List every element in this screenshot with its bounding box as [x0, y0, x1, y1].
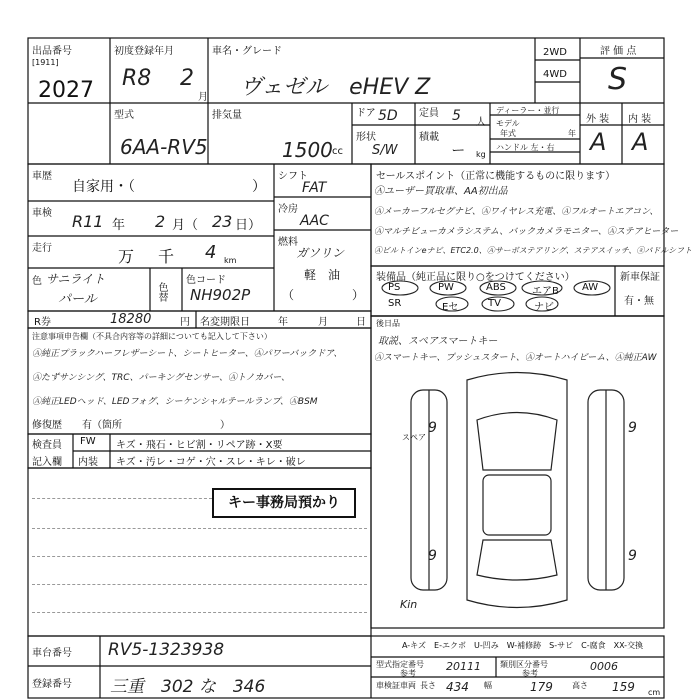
inspection-month: 2: [155, 212, 166, 231]
usage-type-value: 自家用・（: [72, 179, 135, 195]
shift-label: シフト: [278, 171, 308, 182]
color-code-value: NH902P: [190, 286, 251, 304]
transfer-year-unit: 年: [278, 317, 288, 328]
width-label: 幅: [484, 681, 492, 690]
equipment-circles: [376, 278, 612, 314]
shape-label: 形状: [356, 132, 376, 143]
height-value: 159: [612, 680, 635, 694]
spare-tire-mark: Kin: [400, 598, 418, 611]
transfer-label: 名変期限日: [200, 317, 250, 328]
model-number-label: 型式指定番号: [376, 660, 424, 669]
color-code-label: 色コード: [186, 275, 226, 286]
equip-abs: ABS: [486, 282, 506, 293]
interior-inspect-label: 内装: [78, 457, 98, 468]
writing-line: [32, 612, 367, 613]
fw-label: FW: [80, 436, 96, 447]
equip-aw: AW: [582, 282, 599, 293]
dealer-label: ディーラー・並行: [496, 106, 560, 115]
size-label: 車検証車両: [376, 681, 416, 690]
capacity-label: 定員: [419, 108, 439, 119]
car-name: ヴェゼル eHEV Z: [240, 75, 431, 100]
plate-number: 三重 302 な 346: [110, 677, 266, 697]
inspector-label-2: 記入欄: [32, 457, 62, 468]
repaint-label: 色替: [156, 282, 167, 302]
interior-label: 内 装: [628, 114, 652, 125]
chassis-label: 車台番号: [32, 648, 72, 659]
displacement-unit: cc: [332, 146, 343, 157]
ac-value: AAC: [300, 213, 329, 229]
model-number-ref: 参考: [400, 669, 416, 678]
person-unit: 人: [476, 117, 486, 128]
width-value: 179: [530, 680, 553, 694]
shape-value: S/W: [372, 143, 398, 158]
model-year-label-1: モデル: [496, 119, 520, 128]
first-reg-year: R8: [122, 66, 152, 91]
later-items-title: 後日品: [376, 319, 400, 328]
mileage-km-unit: km: [224, 256, 237, 265]
inspection-month-unit: 月（: [172, 218, 199, 233]
equip-eseat: Eセ: [442, 302, 459, 313]
cm-unit: cm: [648, 688, 661, 697]
year-unit: 年: [568, 129, 576, 138]
fuel-label: 燃料: [278, 237, 298, 248]
month-unit: 月: [198, 92, 208, 103]
load-unit: kg: [476, 150, 486, 159]
notes-line: Ⓐたずサンシング、TRC、パーキングセンサー、Ⓐトノカバー、: [32, 373, 290, 383]
damage-mark: 9: [628, 548, 637, 564]
writing-line: [32, 584, 367, 585]
sales-points-title: セールスポイント（正常に機能するものに限ります）: [376, 171, 616, 182]
mileage-value: 4: [205, 242, 217, 263]
first-reg-label: 初度登録年月: [114, 46, 174, 57]
equip-tv: TV: [488, 298, 501, 309]
length-value: 434: [446, 680, 469, 694]
color-label: 色: [32, 276, 42, 287]
spare-label: スペア: [402, 433, 426, 442]
capacity-value: 5: [452, 108, 461, 124]
load-value: ー: [450, 143, 464, 159]
model-code: 6AA-RV5: [120, 135, 208, 159]
inspection-label: 車検: [32, 208, 52, 219]
load-label: 積載: [419, 132, 439, 143]
repair-history-close: ）: [220, 420, 230, 431]
equip-pw: PW: [438, 282, 454, 293]
car-name-label: 車名・グレード: [212, 46, 282, 57]
equip-sr: SR: [388, 298, 402, 309]
mileage-man-unit: 万: [118, 247, 135, 266]
sales-point-line: Ⓐユーザー買取車、AA初出品: [374, 186, 508, 197]
new-car-warranty-value: 有・無: [624, 296, 654, 307]
shift-value: FAT: [302, 180, 327, 196]
displacement-value: 1500: [282, 138, 333, 162]
writing-line: [32, 528, 367, 529]
new-car-warranty-label: 新車保証: [620, 272, 660, 283]
damage-mark: 9: [428, 420, 437, 436]
equip-ps: PS: [388, 282, 401, 293]
drive-2wd: 2WD: [543, 47, 567, 58]
category-number-ref: 参考: [522, 669, 538, 678]
interior-inspect-text: キズ・汚レ・コゲ・穴・スレ・キレ・破レ: [116, 457, 306, 468]
doors-value: 5D: [378, 108, 398, 124]
inspector-label-1: 検査員: [32, 440, 62, 451]
usage-type-close: ）: [252, 179, 266, 195]
fuel-diesel: 軽 油: [304, 268, 341, 282]
model-label: 型式: [114, 110, 134, 121]
lot-small-number: [1911]: [32, 58, 59, 67]
inspection-year: R11: [72, 212, 104, 231]
repair-history: 修復歴 有（箇所: [32, 420, 122, 431]
exterior-grade: A: [590, 128, 607, 156]
model-number: 20111: [446, 660, 481, 673]
color-name-line-2: パール: [58, 292, 97, 307]
exterior-label: 外 装: [586, 114, 610, 125]
usage-type-label: 車歴: [32, 171, 52, 182]
damage-mark: 9: [628, 420, 637, 436]
drive-4wd: 4WD: [543, 69, 567, 80]
recycle-value: 18280: [110, 312, 152, 327]
later-items-text: 取説、スペアスマートキー: [378, 336, 498, 347]
height-label: 高さ: [572, 681, 588, 690]
equip-airbag: エアB: [532, 286, 559, 297]
damage-mark: 9: [428, 548, 437, 564]
notes-line: Ⓐ純正LEDヘッド、LEDフォグ、シーケンシャルテールランプ、ⒶBSM: [32, 397, 318, 407]
transfer-day-unit: 日: [356, 317, 366, 328]
lot-number: 2027: [38, 78, 94, 103]
recycle-label: R券: [34, 317, 51, 328]
key-office-stamp: キー事務局預かり: [212, 488, 356, 518]
lot-label: 出品番号: [32, 46, 72, 57]
mileage-sen-unit: 千: [158, 247, 175, 266]
fw-text: キズ・飛石・ヒビ割・リペア跡・X要: [116, 440, 283, 451]
equipment-title: 装備品（純正品に限り○をつけてください）: [376, 272, 575, 283]
fuel-paren-open: （: [282, 288, 295, 302]
sales-point-line: Ⓐビルトインeナビ、ETC2.0、Ⓐサーボステアリング、ステアスイッチ、ⓐパドルシフト: [374, 246, 693, 255]
score-label: 評 価 点: [600, 46, 637, 57]
notes-line: Ⓐスマートキー、プッシュスタート、Ⓐオートハイビーム、Ⓐ純正AW: [374, 353, 657, 363]
handle-label: ハンドル 左・右: [496, 143, 555, 152]
inspection-day: 23: [212, 212, 233, 231]
sales-point-line: Ⓐマルチビューカメラシステム、バックカメラモニター、Ⓐステアヒーター: [374, 227, 679, 237]
inspection-day-unit: 日）: [235, 218, 262, 233]
mileage-label: 走行: [32, 243, 52, 254]
fuel-gasoline: ガソリン: [296, 246, 345, 260]
transfer-month-unit: 月: [318, 317, 328, 328]
category-number-label: 類別区分番号: [500, 660, 548, 669]
category-number: 0006: [590, 660, 618, 673]
length-label: 長さ: [420, 681, 436, 690]
writing-line: [32, 498, 212, 499]
yen-unit: 円: [180, 317, 190, 328]
first-reg-month: 2: [180, 66, 194, 91]
notes-title: 注意事項申告欄（不具合内容等の詳細についても記入して下さい）: [32, 332, 272, 341]
plate-label: 登録番号: [32, 679, 72, 690]
writing-line: [32, 556, 367, 557]
sales-point-line: Ⓐメーカーフルセグナビ、Ⓐワイヤレス充電、Ⓐフルオートエアコン、: [374, 207, 659, 217]
interior-grade: A: [632, 128, 649, 156]
displacement-label: 排気量: [212, 110, 242, 121]
door-label: ドア: [356, 108, 376, 119]
equip-navi: ナビ: [534, 302, 554, 313]
chassis-number: RV5-1323938: [108, 640, 225, 660]
notes-line: Ⓐ純正プラックハーフレザーシート、シートヒーター、Ⓐパワーバックドア、: [32, 349, 343, 359]
score-value: S: [608, 62, 628, 97]
color-name-line-1: サニライト: [46, 272, 106, 286]
damage-legend: A-キズ E-エクボ U-凹み W-補修跡 S-サビ C-腐食 XX-交換: [402, 641, 644, 650]
car-damage-diagram: [371, 360, 664, 620]
inspection-year-unit: 年: [112, 218, 126, 233]
fuel-paren-close: ）: [352, 288, 365, 302]
model-year-label-2: 年式: [500, 129, 516, 138]
ac-label: 冷房: [278, 204, 298, 215]
